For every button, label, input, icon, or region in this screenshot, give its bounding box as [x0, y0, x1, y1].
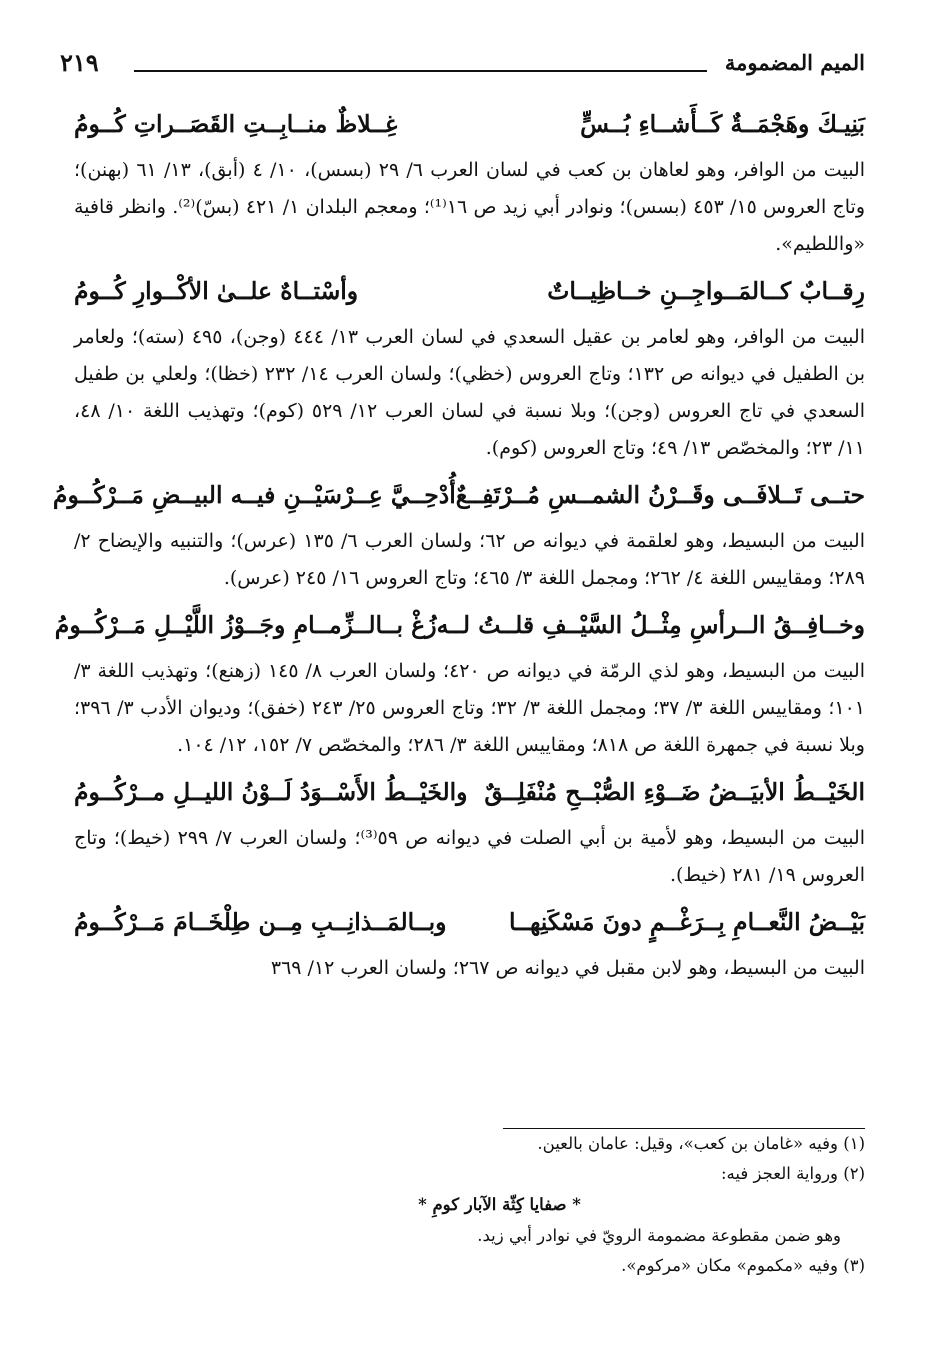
page-number: ٢١٩	[60, 48, 99, 77]
footnote-2-quoted-verse: * صفايا كِثّة الآبار كومِ *	[418, 1195, 581, 1214]
verse-line	[54, 597, 865, 653]
verse-entry	[74, 764, 865, 894]
verse-line	[74, 764, 865, 820]
verse-commentary: البيت من البسيط، وهو لعلقمة في ديوانه ص ٦٢؛ ولسان العرب ٦/ ١٣٥ (عرس)؛ والتنبيه والإيضاح ٢/ ٢٨٩؛ ومقاييس اللغة ٤/ ٢٦٢؛ ومجمل اللغة ٣/ ٤٦٥؛ وتاج العروس ١٦/ ٢٤٥ (عرس).	[74, 530, 865, 589]
footnote-2: (٢) ورواية العجز فيه:	[720, 1164, 865, 1183]
verse-commentary: البيت من الوافر، وهو لعاهان بن كعب في لسان العرب ٦/ ٢٩ (بسس)، ١٠/ ٤ (أبق)، ١٣/ ٦١ (بهنن)؛ وتاج العروس ١٥/ ٤٥٣ (بسس)؛ ونوادر أبي زيد ص ١٦⁽¹⁾؛ ومعجم البلدان ١/ ٤٢١ (بسّ)⁽²⁾. وانظر قافية «واللطيم».	[74, 159, 865, 255]
verse-commentary: البيت من البسيط، وهو لذي الرمّة في ديوانه ص ٤٢٠؛ ولسان العرب ٨/ ١٤٥ (زهنع)؛ وتهذيب اللغة ٣/ ١٠١؛ ومقاييس اللغة ٣/ ٣٧؛ ومجمل اللغة ٣/ ٣٢؛ وتاج العروس ٢٥/ ٢٤٣ (خفق)؛ وديوان الأدب ٣/ ٣٩٦؛ وبلا نسبة في جمهرة اللغة ص ٨١٨؛ ومقاييس اللغة ٣/ ٢٨٦؛ والمخصّص ٧/ ١٥٢، ١٢/ ١٠٤.	[74, 660, 865, 756]
verse-line	[74, 96, 865, 152]
page-header	[60, 48, 865, 84]
verse-entry	[74, 96, 865, 263]
verse-line	[52, 467, 865, 523]
second-hemistich: والخَيْــطُ الأَسْــوَدُ لَــوْنُ الليــلِ مــرْكُــومُ	[74, 778, 468, 806]
first-hemistich: حتــى تَــلافَــى وقَــرْنُ الشمــسِ مُــرْتَفِــعٌ	[455, 481, 865, 509]
page-body	[52, 96, 865, 987]
verse-commentary: البيت من الوافر، وهو لعامر بن عقيل السعدي في لسان العرب ١٣/ ٤٤٤ (وجن)، ٤٩٥ (سته)؛ ولعامر بن الطفيل في ديوانه ص ١٣٢؛ وتاج العروس (خظي)؛ ولسان العرب ١٤/ ٢٣٢ (خظا)؛ ولعلي بن طفيل السعدي في تاج العروس (وجن)؛ وبلا نسبة في لسان العرب ١٢/ ٥٢٩ (كوم)؛ وتهذيب اللغة ١٠/ ٤٨، ١١/ ٢٣؛ والمخصّص ١٣/ ٤٩؛ وتاج العروس (كوم).	[74, 326, 865, 459]
second-hemistich: غِــلاظٌ منــابِــتِ القَصَــراتِ كُــومُ	[74, 110, 398, 138]
verse-line	[74, 263, 865, 319]
footnotes	[74, 1128, 865, 1281]
chapter-title: الميم المضمومة	[724, 50, 865, 75]
verse-entry	[54, 597, 865, 764]
verse-commentary: البيت من البسيط، وهو لأمية بن أبي الصلت في ديوانه ص ٥٩⁽³⁾؛ ولسان العرب ٧/ ٢٩٩ (خيط)؛ وتاج العروس ١٩/ ٢٨١ (خيط).	[74, 827, 865, 886]
first-hemistich: وخــافِــقُ الــرأسِ مِثْــلُ السَّيْــفِ قلــتُ لــه	[436, 611, 865, 639]
second-hemistich: زُغْ بــالــزِّمــامِ وجَــوْزُ اللَّيْــلِ مَــرْكُــومُ	[54, 611, 437, 639]
verse-entry	[52, 467, 865, 597]
footnote-1: (١) وفيه «غامان بن كعب»، وقيل: عامان بالعين.	[537, 1134, 865, 1153]
second-hemistich: أُدْحِــيَّ عِــرْسَيْــنِ فيــه البيــضِ مَــرْكُــومُ	[52, 481, 456, 509]
second-hemistich: وبــالمَــذانِــبِ مِــن طِلْخَــامَ مَــرْكُــومُ	[74, 908, 447, 936]
first-hemistich: بَيْــضُ النَّعــامِ بِــرَغْــمٍ دونَ مَسْكَنِهــا	[509, 908, 865, 936]
verse-entry	[74, 263, 865, 467]
verse-entry	[74, 894, 865, 987]
header-rule	[134, 70, 707, 72]
footnote-2-continuation: وهو ضمن مقطوعة مضمومة الرويّ في نوادر أبي زيد.	[477, 1226, 841, 1245]
first-hemistich: الخَيْــطُ الأبيَــضُ ضَــوْءِ الصُّبْــحِ مُنْفَلِــقٌ	[484, 778, 865, 806]
footnote-3: (٣) وفيه «مكموم» مكان «مركوم».	[621, 1256, 865, 1275]
second-hemistich: وأسْتــاهٌ علــىٰ الأكْــوارِ كُــومُ	[74, 277, 359, 305]
verse-commentary: البيت من البسيط، وهو لابن مقبل في ديوانه ص ٢٦٧؛ ولسان العرب ١٢/ ٣٦٩	[270, 957, 865, 979]
verse-line	[74, 894, 865, 950]
first-hemistich: بَنِيـكَ وهَجْمَــةٌ كَــأَشــاءِ بُــسٍّ	[580, 110, 865, 138]
first-hemistich: رِقــابٌ كــالمَــواجِــنِ خــاظِيــاتٌ	[547, 277, 865, 305]
